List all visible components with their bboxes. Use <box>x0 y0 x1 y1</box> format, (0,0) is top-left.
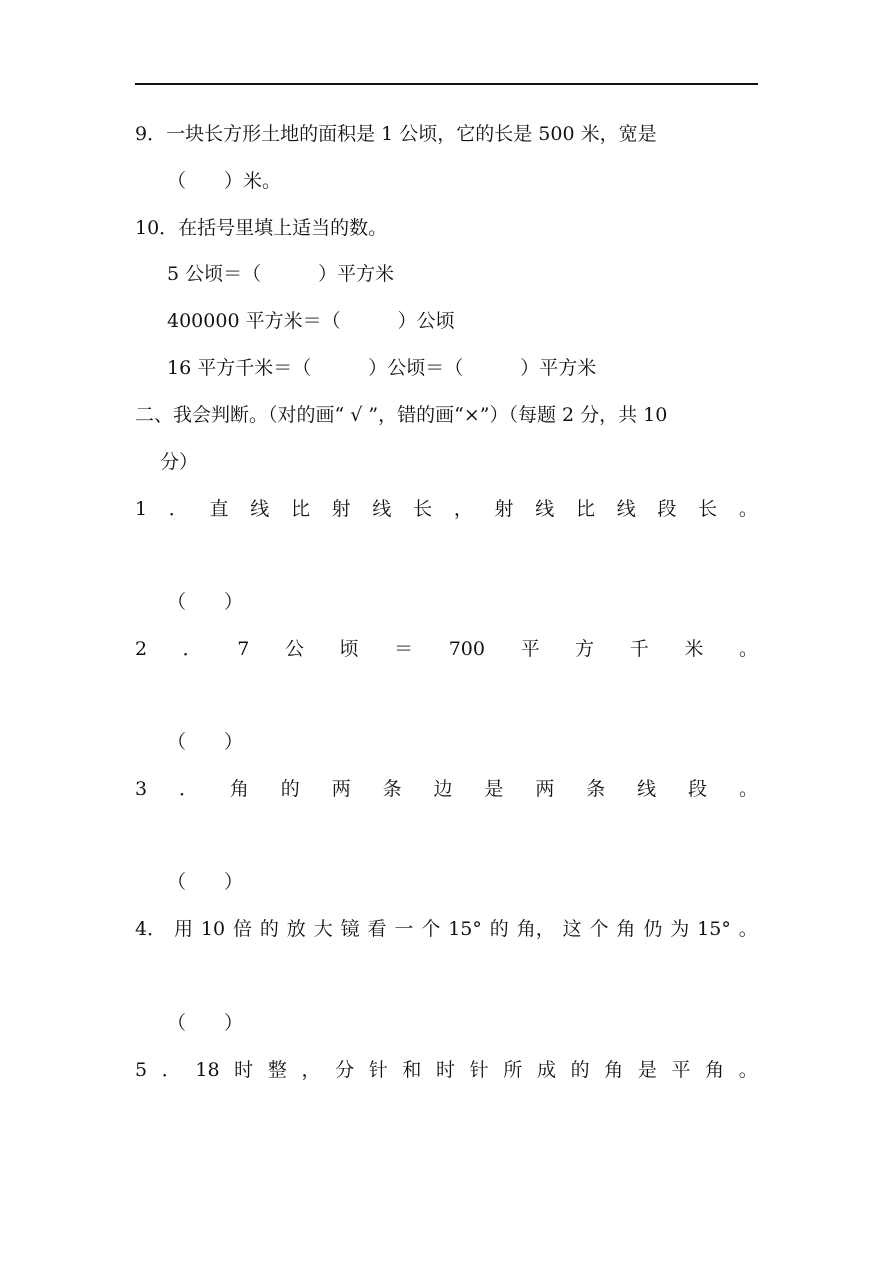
token: 看 <box>367 918 387 940</box>
token: 。 <box>738 638 758 660</box>
judge-1-answer-blank: （ ） <box>167 591 244 613</box>
token: 镜 <box>340 918 360 940</box>
token: 。 <box>738 1059 758 1081</box>
token: 一 <box>394 918 414 940</box>
token: 。 <box>738 498 758 520</box>
token: 角， <box>516 918 555 940</box>
question-10-item-1: 5 公顷＝（ ）平方米 <box>167 263 395 285</box>
token: 针 <box>368 1059 388 1081</box>
judge-question-2 <box>135 636 758 662</box>
header-rule <box>135 83 758 85</box>
token: 时 <box>234 1059 254 1081</box>
token: 顷 <box>339 638 359 660</box>
section-2-heading-line1: 二、我会判断。（对的画“ √ ”，错的画“×”）（每题 2 分，共 10 <box>135 404 668 426</box>
token: 的 <box>489 918 509 940</box>
token: ． <box>178 778 198 800</box>
token: 米 <box>684 638 704 660</box>
token: 线 <box>372 498 392 520</box>
token: 角 <box>229 778 249 800</box>
token: 长 <box>413 498 433 520</box>
token: 两 <box>535 778 555 800</box>
token: 比 <box>290 498 310 520</box>
token: 18 <box>195 1059 220 1081</box>
token: 为 <box>670 918 690 940</box>
token: 成 <box>536 1059 556 1081</box>
token: ＝ <box>394 638 414 660</box>
token: 大 <box>313 918 333 940</box>
token: 条 <box>382 778 402 800</box>
judge-question-1 <box>135 496 758 522</box>
token: ， <box>301 1059 321 1081</box>
token: 4． <box>135 918 167 940</box>
token: 时 <box>436 1059 456 1081</box>
token: 线 <box>637 778 657 800</box>
judge-2-answer-blank: （ ） <box>167 731 244 753</box>
token: 角 <box>604 1059 624 1081</box>
token: 平 <box>520 638 540 660</box>
token: ， <box>453 498 473 520</box>
token: 1 <box>135 498 148 520</box>
token: 是 <box>484 778 504 800</box>
token: 个 <box>589 918 609 940</box>
token: 倍 <box>232 918 252 940</box>
token: 射 <box>331 498 351 520</box>
token: 的 <box>259 918 279 940</box>
question-10-item-3: 16 平方千米＝（ ）公顷＝（ ）平方米 <box>167 357 597 379</box>
token: 整 <box>267 1059 287 1081</box>
token: 长 <box>698 498 718 520</box>
token: 15° <box>697 918 731 940</box>
token: 这 <box>562 918 582 940</box>
question-9-line2: （ ）米。 <box>167 170 282 192</box>
token: 千 <box>629 638 649 660</box>
token: ． <box>161 1059 181 1081</box>
token: 两 <box>331 778 351 800</box>
token: 的 <box>280 778 300 800</box>
judge-question-3 <box>135 776 758 802</box>
token: 边 <box>433 778 453 800</box>
judge-question-4 <box>135 916 758 942</box>
token: 段 <box>657 498 677 520</box>
token: 线 <box>250 498 270 520</box>
token: 用 <box>173 918 193 940</box>
token: 公 <box>284 638 304 660</box>
token: 放 <box>286 918 306 940</box>
token: 针 <box>469 1059 489 1081</box>
token: 角 <box>705 1059 725 1081</box>
token: 段 <box>688 778 708 800</box>
token: 。 <box>738 918 758 940</box>
token: 直 <box>209 498 229 520</box>
token: 和 <box>402 1059 422 1081</box>
token: 个 <box>421 918 441 940</box>
token: 角 <box>616 918 636 940</box>
token: 条 <box>586 778 606 800</box>
token: 线 <box>535 498 555 520</box>
token: 15° <box>448 918 482 940</box>
section-2-heading-line2: 分） <box>160 451 199 473</box>
token: 所 <box>503 1059 523 1081</box>
token: 700 <box>448 638 485 660</box>
token: ． <box>168 498 188 520</box>
judge-question-5 <box>135 1057 758 1083</box>
token: 线 <box>616 498 636 520</box>
token: 射 <box>494 498 514 520</box>
token: ． <box>182 638 202 660</box>
token: 7 <box>237 638 250 660</box>
token: 。 <box>738 778 758 800</box>
token: 2 <box>135 638 148 660</box>
question-10-item-2: 400000 平方米＝（ ）公顷 <box>167 310 455 332</box>
token: 5 <box>135 1059 148 1081</box>
token: 的 <box>570 1059 590 1081</box>
token: 平 <box>671 1059 691 1081</box>
judge-3-answer-blank: （ ） <box>167 871 244 893</box>
token: 分 <box>335 1059 355 1081</box>
token: 方 <box>575 638 595 660</box>
token: 10 <box>200 918 226 940</box>
token: 是 <box>637 1059 657 1081</box>
judge-4-answer-blank: （ ） <box>167 1012 244 1034</box>
token: 比 <box>575 498 595 520</box>
question-10-title: 10．在括号里填上适当的数。 <box>135 217 388 239</box>
token: 3 <box>135 778 148 800</box>
token: 仍 <box>643 918 663 940</box>
question-9-line1: 9．一块长方形土地的面积是 1 公顷，它的长是 500 米，宽是 <box>135 123 657 145</box>
